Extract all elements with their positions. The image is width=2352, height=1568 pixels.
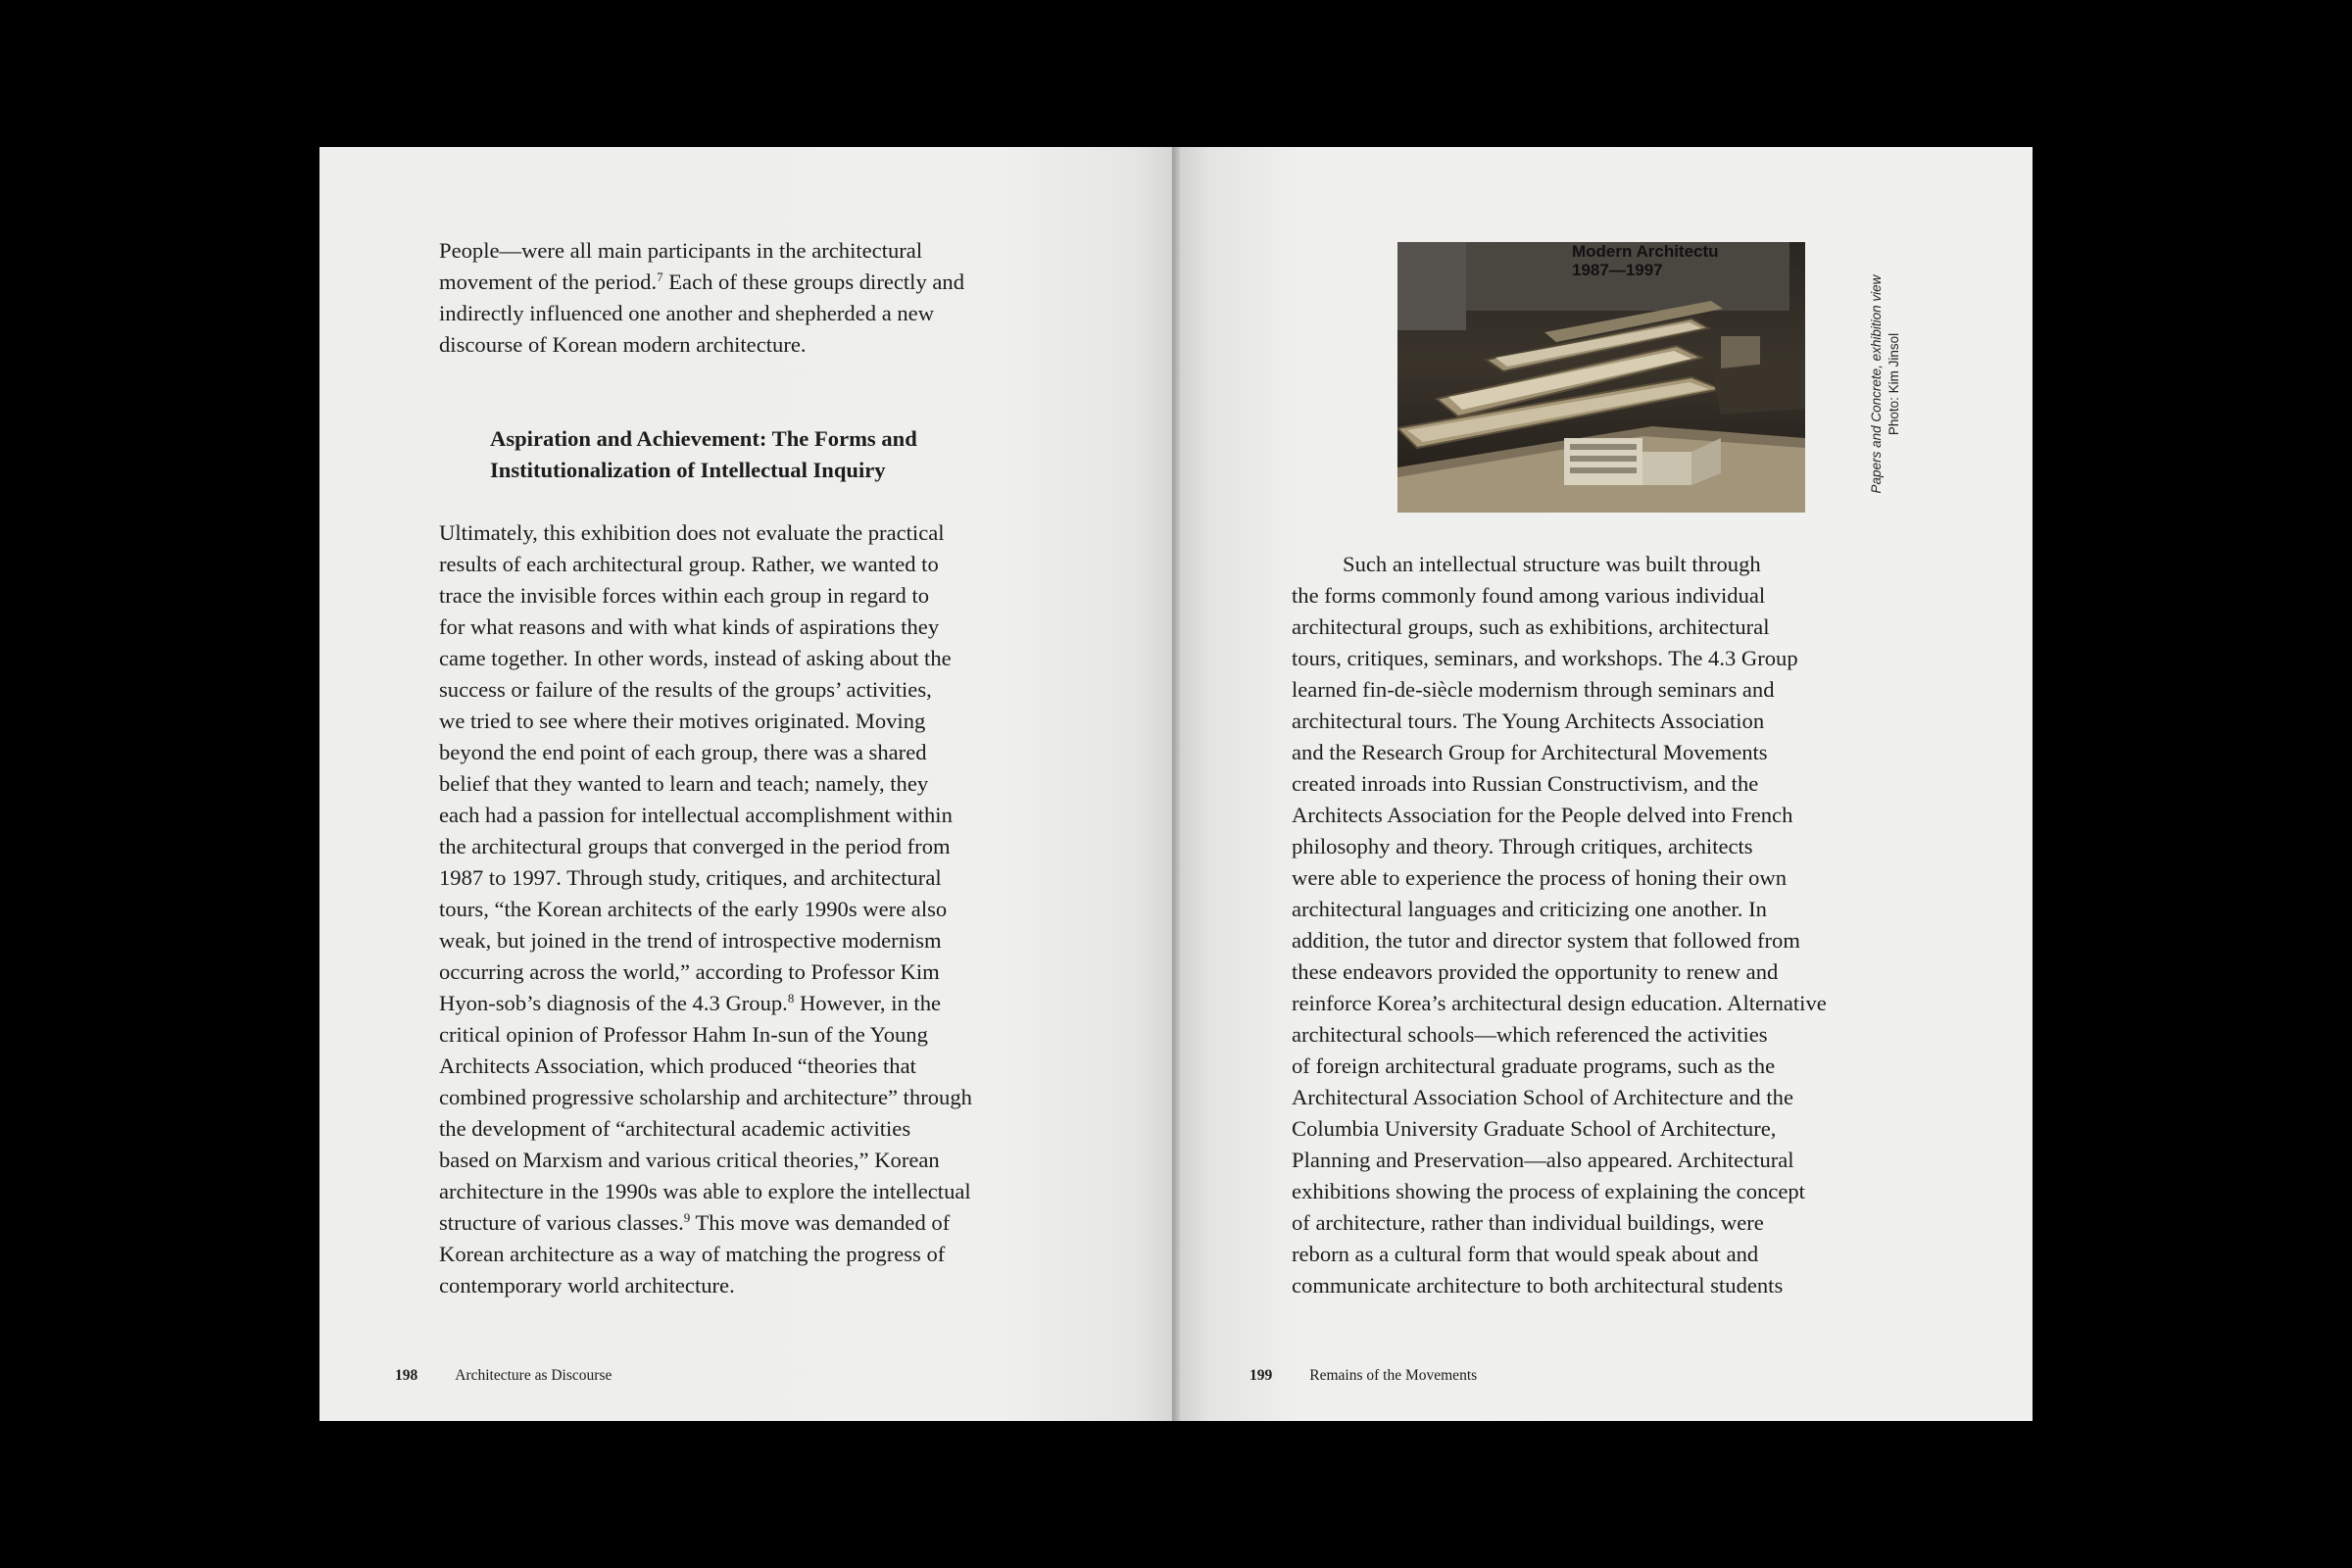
text-line: 1987 to 1997. Through study, critiques, and architectural — [439, 865, 942, 890]
text-line: combined progressive scholarship and architecture” through — [439, 1085, 972, 1109]
text-line: beyond the end point of each group, there was a shared — [439, 740, 927, 764]
text-line: Columbia University Graduate School of Architecture, — [1292, 1116, 1777, 1141]
text-line: tours, “the Korean architects of the early 1990s were also — [439, 897, 948, 921]
text-line: reinforce Korea’s architectural design education. Alternative — [1292, 991, 1827, 1015]
text-line: learned fin-de-siècle modernism through seminars and — [1292, 677, 1775, 702]
text-line: and the Research Group for Architectural Movements — [1292, 740, 1768, 764]
text-fragment: structure of various classes. — [439, 1210, 684, 1235]
book-gutter-shadow — [1172, 147, 1180, 1421]
heading-line: Institutionalization of Intellectual Inquiry — [490, 458, 886, 482]
text-line: belief that they wanted to learn and teach; namely, they — [439, 771, 929, 796]
text-line: for what reasons and with what kinds of aspirations they — [439, 614, 940, 639]
text-line — [439, 1207, 972, 1239]
text-line: indirectly influenced one another and shepherded a new — [439, 301, 935, 325]
text-line: Architectural Association School of Architecture and the — [1292, 1085, 1793, 1109]
text-line: tours, critiques, seminars, and workshops. The 4.3 Group — [1292, 646, 1798, 670]
text-line: occurring across the world,” according to Professor Kim — [439, 959, 940, 984]
footnote-ref: 9 — [683, 1210, 691, 1225]
text-line: Korean architecture as a way of matching the progress of — [439, 1242, 946, 1266]
left-page — [319, 147, 1176, 1421]
exhibition-photo — [1397, 242, 1805, 513]
text-fragment: movement of the period. — [439, 270, 658, 294]
text-line: weak, but joined in the trend of introspective modernism — [439, 928, 942, 953]
text-line: these endeavors provided the opportunity to renew and — [1292, 959, 1779, 984]
running-head: Remains of the Movements — [1309, 1367, 1478, 1384]
sign-line: Modern Architectu — [1572, 242, 1719, 261]
text-line: each had a passion for intellectual accomplishment within — [439, 803, 953, 827]
text-fragment: Hyon-sob’s diagnosis of the 4.3 Group. — [439, 991, 788, 1015]
caption-credit: Photo: Kim Jinsol — [1886, 332, 1901, 436]
text-line: the forms commonly found among various individual — [1292, 583, 1766, 608]
text-line: came together. In other words, instead of asking about the — [439, 646, 952, 670]
book-spread — [319, 147, 2033, 1421]
page-number: 198 — [395, 1367, 418, 1384]
text-line: exhibitions showing the process of explaining the concept — [1292, 1179, 1805, 1203]
text-line: trace the invisible forces within each group in regard to — [439, 583, 930, 608]
body-paragraph — [1292, 549, 1827, 1301]
text-line: of foreign architectural graduate programs, such as the — [1292, 1054, 1776, 1078]
text-line: architectural languages and criticizing one another. In — [1292, 897, 1767, 921]
text-line: Planning and Preservation—also appeared. Architectural — [1292, 1148, 1794, 1172]
text-line: reborn as a cultural form that would speak about and — [1292, 1242, 1759, 1266]
text-line: communicate architecture to both architectural students — [1292, 1273, 1784, 1298]
text-line: architectural tours. The Young Architects Association — [1292, 709, 1765, 733]
text-line: critical opinion of Professor Hahm In-sun of the Young — [439, 1022, 928, 1047]
text-fragment: However, in the — [794, 991, 942, 1015]
text-line: of architecture, rather than individual buildings, were — [1292, 1210, 1764, 1235]
running-head: Architecture as Discourse — [455, 1367, 612, 1384]
text-fragment: This move was demanded of — [690, 1210, 951, 1235]
text-line: were able to experience the process of honing their own — [1292, 865, 1788, 890]
text-line: we tried to see where their motives originated. Moving — [439, 709, 926, 733]
text-line: Such an intellectual structure was built through — [1343, 552, 1761, 576]
sign-line: 1987—1997 — [1572, 261, 1663, 279]
text-line — [439, 988, 972, 1019]
right-page-footer — [1250, 1366, 1477, 1386]
text-line: architectural schools—which referenced the activities — [1292, 1022, 1768, 1047]
text-line: architecture in the 1990s was able to explore the intellectual — [439, 1179, 971, 1203]
photo-caption — [1868, 257, 1911, 512]
text-line: Architects Association for the People delved into French — [1292, 803, 1793, 827]
section-heading — [490, 423, 917, 486]
text-line: based on Marxism and various critical theories,” Korean — [439, 1148, 940, 1172]
footnote-ref: 7 — [657, 270, 663, 284]
exhibition-photo-illustration — [1397, 242, 1805, 513]
text-line: People—were all main participants in the architectural — [439, 238, 923, 263]
text-fragment: Each of these groups directly and — [662, 270, 965, 294]
caption-title: Papers and Concrete, exhibition view — [1869, 274, 1884, 494]
heading-line: Aspiration and Achievement: The Forms and — [490, 426, 917, 451]
text-line — [439, 267, 964, 298]
footnote-ref: 8 — [787, 991, 795, 1005]
text-line: results of each architectural group. Rather, we wanted to — [439, 552, 939, 576]
text-line: discourse of Korean modern architecture. — [439, 332, 807, 357]
left-page-footer — [395, 1366, 612, 1386]
text-line: addition, the tutor and director system that followed from — [1292, 928, 1800, 953]
text-line: Ultimately, this exhibition does not evaluate the practical — [439, 520, 945, 545]
text-line: Architects Association, which produced “theories that — [439, 1054, 916, 1078]
page-number: 199 — [1250, 1367, 1273, 1384]
intro-paragraph — [439, 235, 964, 361]
text-line: contemporary world architecture. — [439, 1273, 735, 1298]
text-line: the development of “architectural academic activities — [439, 1116, 911, 1141]
text-line: the architectural groups that converged in the period from — [439, 834, 951, 858]
text-line: architectural groups, such as exhibitions, architectural — [1292, 614, 1770, 639]
text-line: philosophy and theory. Through critiques, architects — [1292, 834, 1753, 858]
text-line: success or failure of the results of the groups’ activities, — [439, 677, 932, 702]
body-paragraph — [439, 517, 972, 1301]
text-line: created inroads into Russian Constructivism, and the — [1292, 771, 1759, 796]
